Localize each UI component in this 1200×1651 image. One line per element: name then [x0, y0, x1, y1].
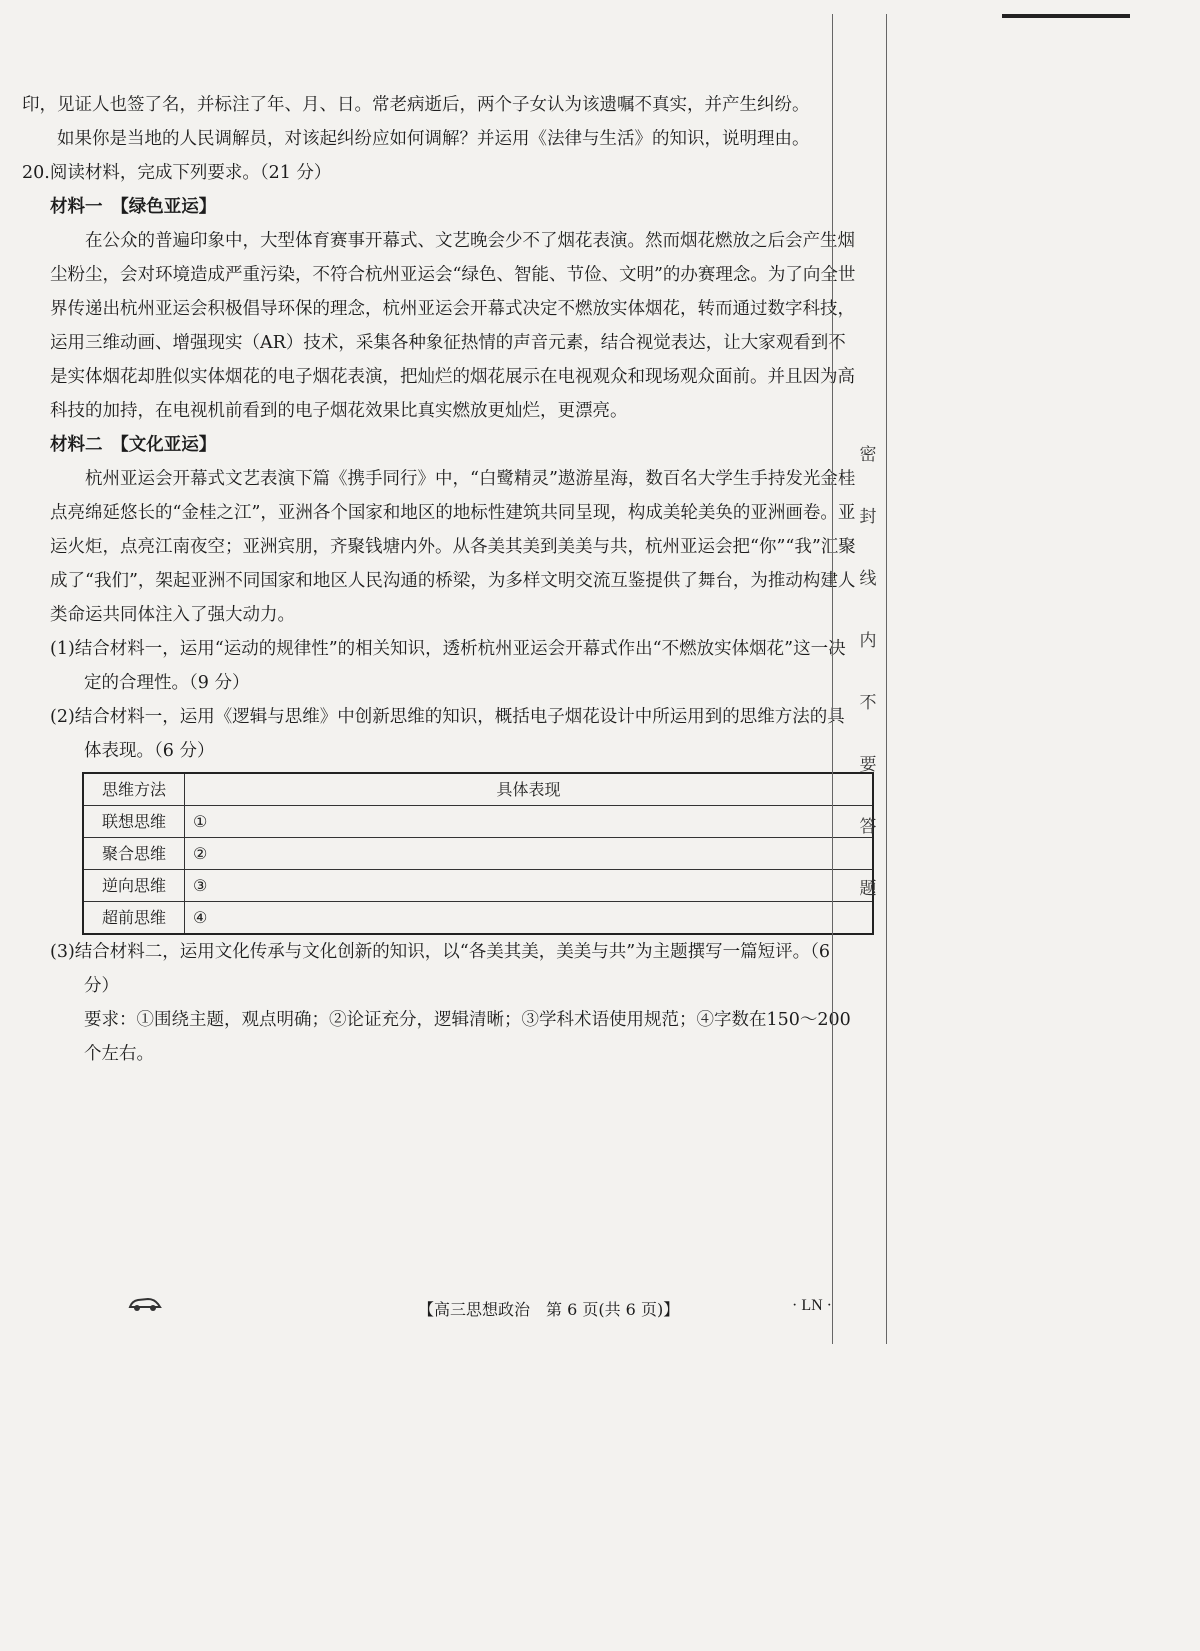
detail-cell[interactable]: ①	[185, 806, 874, 838]
footer-code: · LN ·	[792, 1297, 832, 1314]
seal-char: 不	[859, 693, 877, 713]
method-cell: 联想思维	[83, 806, 185, 838]
detail-cell[interactable]: ③	[185, 870, 874, 902]
seal-char: 密	[859, 445, 877, 465]
header-decoration-bar	[1002, 14, 1130, 18]
requirements-text: 要求：①围绕主题，观点明确；②论证充分，逻辑清晰；③学科术语使用规范；④字数在150～200 个左右。	[84, 1010, 851, 1064]
seal-line-left	[832, 14, 833, 1344]
header-detail: 具体表现	[185, 773, 874, 806]
seal-char: 封	[859, 507, 877, 527]
sub-question-1: (1)结合材料一，运用“运动的规律性”的相关知识，透析杭州亚运会开幕式作出“不燃放实体烟花”这一决定的合理性。（9 分）	[50, 639, 846, 693]
sub-question-2: (2)结合材料一，运用《逻辑与思维》中创新思维的知识，概括电子烟花设计中所运用到的思维方法的具体表现。（6 分）	[50, 707, 845, 761]
table-row	[83, 902, 873, 935]
table-row	[83, 838, 873, 870]
footer-page-label: 【高三思想政治 第 6 页(共 6 页)】	[418, 1300, 680, 1319]
detail-cell[interactable]: ②	[185, 838, 874, 870]
detail-cell[interactable]: ④	[185, 902, 874, 935]
page-footer	[0, 1295, 900, 1325]
material-2-text: 杭州亚运会开幕式文艺表演下篇《携手同行》中，“白鹭精灵”遨游星海，数百名大学生手持发光金桂点亮绵延悠长的“金桂之江”，亚洲各个国家和地区的地标性建筑共同呈现，构成美轮美奂的亚洲画卷。亚运火炬，点亮江南夜空；亚洲宾朋，齐聚钱塘内外。从各美其美到美美与共，杭州亚运会把“你”“我”汇聚成了“我们”，架起亚洲不同国家和地区人民沟通的桥梁，为多样文明交流互鉴提供了舞台，为推动构建人类命运共同体注入了强大动力。	[50, 469, 856, 625]
intro-line: 印，见证人也签了名，并标注了年、月、日。常老病逝后，两个子女认为该遗嘱不真实，并产生纠纷。	[22, 95, 810, 115]
seal-warning-text	[853, 440, 883, 936]
table-row	[83, 870, 873, 902]
method-cell: 超前思维	[83, 902, 185, 935]
material-1-text: 在公众的普遍印象中，大型体育赛事开幕式、文艺晚会少不了烟花表演。然而烟花燃放之后会产生烟尘粉尘，会对环境造成严重污染，不符合杭州亚运会“绿色、智能、节俭、文明”的办赛理念。为了向全世界传递出杭州亚运会积极倡导环保的理念，杭州亚运会开幕式决定不燃放实体烟花，转而通过数字科技，运用三维动画、增强现实（AR）技术，采集各种象征热情的声音元素，结合视觉表达，让大家观看到不是实体烟花却胜似实体烟花的电子烟花表演，把灿烂的烟花展示在电视观众和现场观众面前。并且因为高科技的加持，在电视机前看到的电子烟花效果比真实燃放更灿烂，更漂亮。	[50, 231, 856, 421]
header-method: 思维方法	[83, 773, 185, 806]
material-1-heading: 材料一 【绿色亚运】	[50, 197, 217, 217]
seal-char: 答	[859, 817, 877, 837]
thinking-methods-table	[82, 772, 874, 935]
car-logo-icon	[128, 1295, 162, 1317]
seal-char: 题	[859, 879, 877, 899]
seal-char: 要	[859, 755, 877, 775]
table-header-row	[83, 773, 873, 806]
page-content	[22, 88, 860, 1071]
table-row	[83, 806, 873, 838]
method-cell: 聚合思维	[83, 838, 185, 870]
seal-char: 线	[859, 569, 877, 589]
question-20-title: 20.阅读材料，完成下列要求。（21 分）	[22, 163, 332, 183]
intro-question: 如果你是当地的人民调解员，对该起纠纷应如何调解？并运用《法律与生活》的知识，说明理由。	[57, 129, 810, 149]
material-2-heading: 材料二 【文化亚运】	[50, 435, 217, 455]
method-cell: 逆向思维	[83, 870, 185, 902]
seal-char: 内	[859, 631, 877, 651]
sub-question-3: (3)结合材料二，运用文化传承与文化创新的知识，以“各美其美，美美与共”为主题撰写一篇短评。（6 分）	[50, 942, 831, 996]
seal-line-right	[886, 14, 887, 1344]
